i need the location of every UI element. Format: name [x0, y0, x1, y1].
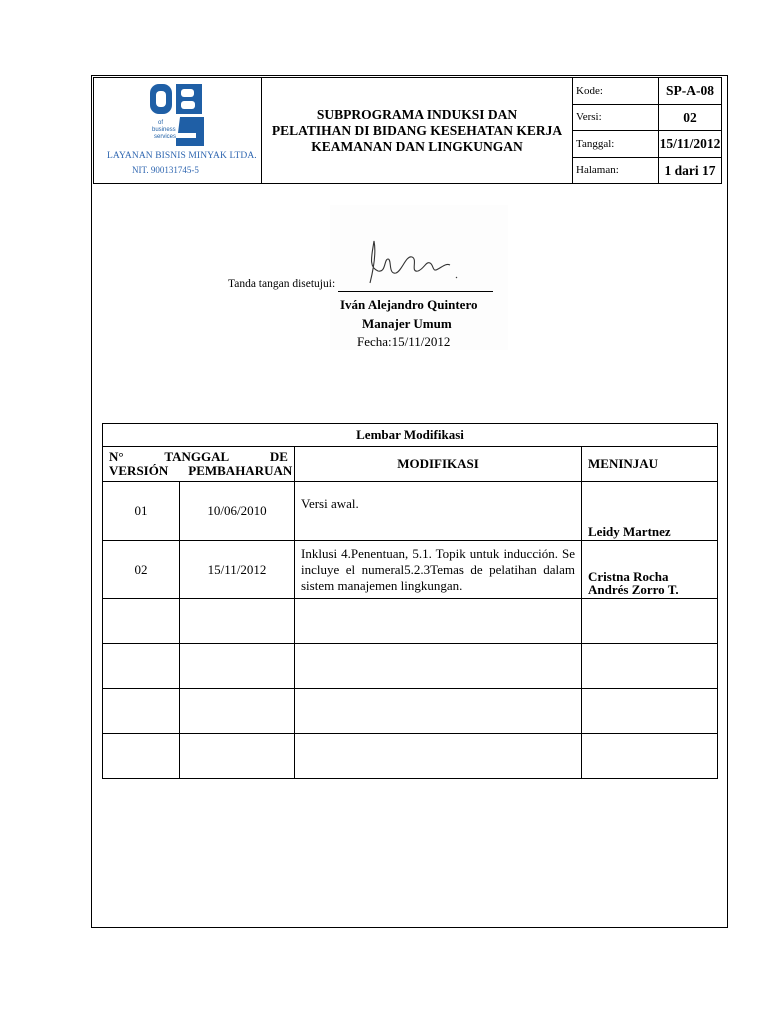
company-nit: NIT. 900131745-5: [132, 165, 199, 175]
meta-label-page: Halaman:: [573, 157, 659, 184]
modification-header: MODIFIKASI: [295, 447, 582, 482]
table-row: [103, 541, 718, 599]
document-title: [262, 78, 573, 184]
reviewer-name: Cristna Rocha: [588, 569, 669, 584]
handwritten-signature-icon: [362, 237, 467, 287]
meta-label-version: Versi:: [573, 104, 659, 131]
svg-text:services: services: [154, 134, 177, 140]
reviewer-header: MENINJAU: [582, 447, 718, 482]
meta-value-code: SP-A-08: [659, 78, 722, 105]
title-line-1: SUBPROGRAMA INDUKSI DAN: [316, 106, 518, 122]
empty-row: [103, 644, 718, 689]
signature-line: [338, 291, 493, 292]
obs-logo-icon: [150, 84, 208, 146]
header-no: N°: [109, 449, 124, 464]
svg-text:of: of: [158, 120, 164, 126]
empty-row: [103, 689, 718, 734]
signer-name: Iván Alejandro Quintero: [340, 297, 478, 312]
header-pembaharuan: PEMBAHARUAN: [188, 463, 293, 478]
reviewer-name: Andrés Zorro T.: [588, 582, 679, 597]
table-row: [103, 482, 718, 541]
reviewer-cell: [582, 482, 718, 541]
header-tanggal: TANGGAL: [164, 449, 230, 464]
meta-label-code: Kode:: [573, 78, 659, 105]
title-line-3: KEAMANAN DAN LINGKUNGAN: [311, 138, 523, 154]
meta-label-date: Tanggal:: [573, 131, 659, 158]
meta-value-page: 1 dari 17: [659, 157, 722, 184]
empty-row: [103, 599, 718, 644]
date-cell: 15/11/2012: [180, 541, 295, 599]
meta-value-version: 02: [659, 104, 722, 131]
reviewer-name: Leidy Martnez: [588, 524, 671, 539]
empty-row: [103, 734, 718, 779]
company-logo: [150, 84, 208, 146]
approval-date: Fecha:15/11/2012: [357, 334, 451, 349]
version-cell: 02: [103, 541, 180, 599]
svg-text:business: business: [152, 127, 176, 133]
meta-value-date: 15/11/2012: [659, 131, 722, 158]
modification-table-caption: Lembar Modifikasi: [103, 424, 718, 447]
date-cell: 10/06/2010: [180, 482, 295, 541]
modification-cell: Inklusi 4.Penentuan, 5.1. Topik untuk inducción. Se incluye el numeral5.2.3Temas de pelatihan dalam sistem manajemen lingkungan.: [295, 541, 582, 599]
header-version: VERSIÓN: [109, 463, 169, 478]
signer-role: Manajer Umum: [362, 316, 452, 331]
modification-table: [102, 423, 718, 779]
modification-cell: Versi awal.: [295, 482, 582, 541]
company-name: LAYANAN BISNIS MINYAK LTDA.: [107, 151, 257, 161]
version-date-header: [103, 447, 295, 482]
document-header: [93, 77, 722, 184]
signature-label: Tanda tangan disetujui:: [228, 278, 336, 290]
title-line-2: PELATIHAN DI BIDANG KESEHATAN KERJA: [271, 122, 563, 138]
reviewer-cell: [582, 541, 718, 599]
version-cell: 01: [103, 482, 180, 541]
header-de: DE: [269, 449, 288, 464]
logo-cell: [94, 78, 262, 184]
